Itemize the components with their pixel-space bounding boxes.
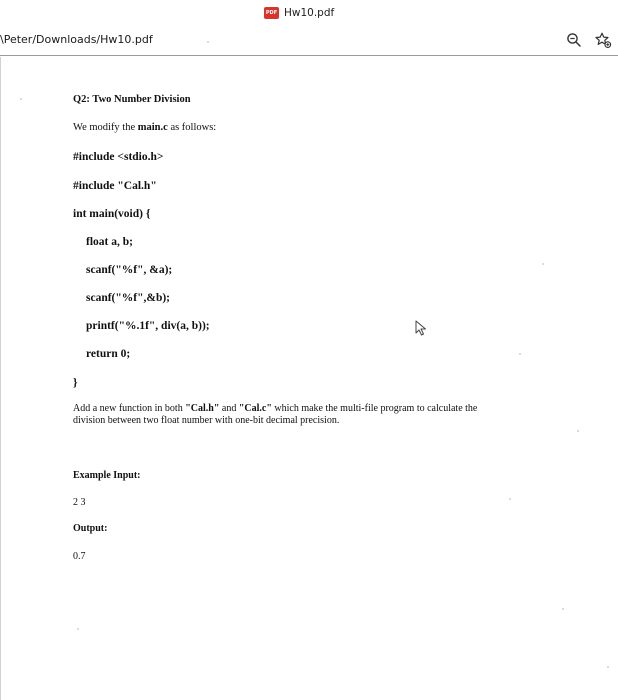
- paragraph-line-2: division between two float number with one-bit decimal precision.: [73, 414, 340, 426]
- speck: [577, 430, 579, 432]
- example-input-value: 2 3: [73, 497, 86, 508]
- intro-prefix: We modify the: [73, 122, 138, 133]
- code-line: scanf("%f", &a);: [86, 264, 173, 276]
- code-line: #include <stdio.h>: [73, 151, 164, 163]
- tab-hw10[interactable]: [264, 5, 334, 21]
- code-line: printf("%.1f", div(a, b));: [86, 320, 210, 332]
- cal-c-ref: "Cal.c": [238, 403, 272, 414]
- favorite-icon[interactable]: [594, 31, 612, 49]
- speck: [509, 498, 511, 500]
- tab-bar: [0, 0, 618, 26]
- code-line: #include "Cal.h": [73, 180, 157, 192]
- speck: [77, 628, 79, 630]
- speck: [562, 608, 564, 610]
- address-bar: [0, 26, 618, 56]
- paragraph-text: and: [219, 403, 239, 414]
- zoom-icon[interactable]: [566, 32, 582, 48]
- pdf-icon: [264, 7, 279, 19]
- speck: [542, 263, 544, 265]
- pdf-icon-label: PDF: [265, 9, 278, 16]
- code-line: int main(void) {: [73, 208, 151, 220]
- question-title: Q2: Two Number Division: [73, 94, 191, 105]
- intro-line: [73, 122, 216, 133]
- code-line: scanf("%f",&b);: [86, 292, 170, 304]
- speck: [20, 98, 22, 100]
- intro-suffix: as follows:: [167, 122, 217, 133]
- url-field[interactable]: \Peter/Downloads/Hw10.pdf: [0, 33, 153, 46]
- code-line: float a, b;: [86, 236, 133, 248]
- code-line: return 0;: [86, 348, 131, 360]
- code-line: }: [73, 377, 78, 389]
- paragraph-text: Add a new function in both: [73, 403, 186, 414]
- speck: [207, 41, 209, 43]
- speck: [519, 353, 521, 355]
- speck: [607, 666, 609, 668]
- cal-h-ref: "Cal.h": [185, 403, 220, 414]
- example-input-label: Example Input:: [73, 470, 141, 481]
- intro-bold: main.c: [137, 122, 168, 133]
- mouse-cursor-icon: [415, 320, 427, 336]
- output-value: 0.7: [73, 551, 86, 562]
- instruction-paragraph: [73, 403, 553, 426]
- tab-title: Hw10.pdf: [284, 7, 335, 19]
- paragraph-text: which make the multi-file program to calculate the: [271, 403, 478, 414]
- output-label: Output:: [73, 523, 108, 534]
- paragraph-line-1: [73, 403, 553, 415]
